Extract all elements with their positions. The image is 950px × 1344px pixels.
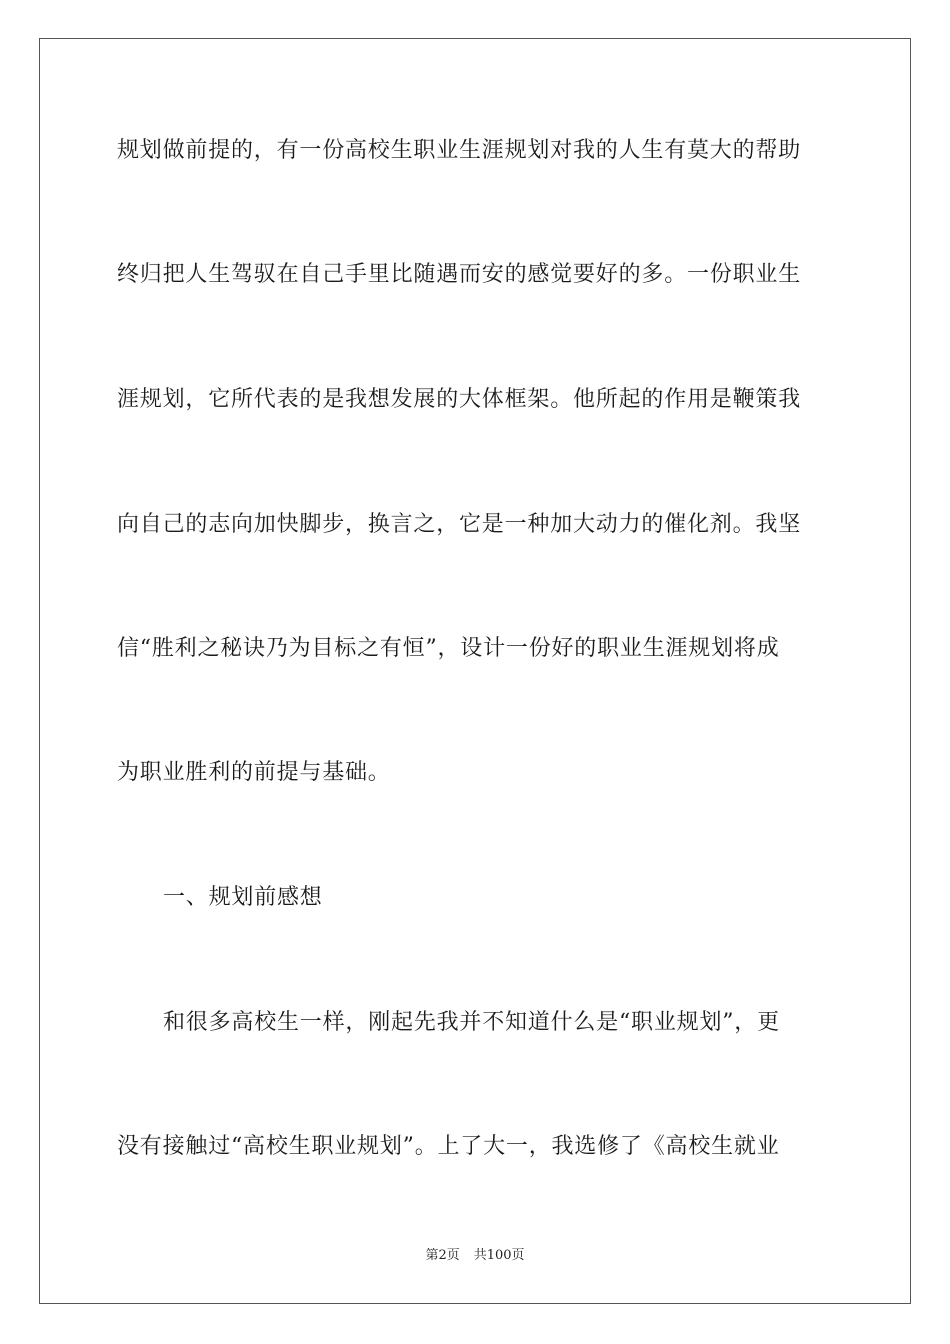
body-line-4: 向自己的志向加快脚步，换言之，它是一种加大动力的催化剂。我坚 [117,512,802,537]
page-border [39,38,911,1304]
body-line-3: 涯规划，它所代表的是我想发展的大体框架。他所起的作用是鞭策我 [117,387,802,412]
section-heading: 一、规划前感想 [163,885,323,910]
body-line-1: 规划做前提的，有一份高校生职业生涯规划对我的人生有莫大的帮助 [117,138,802,163]
page-footer [0,1247,950,1265]
page-total: 共100页 [473,1248,525,1263]
page-number: 第2页 [425,1248,460,1263]
body-line-6: 为职业胜利的前提与基础。 [117,760,391,785]
body-line-2: 终归把人生驾驭在自己手里比随遇而安的感觉要好的多。一份职业生 [117,262,802,287]
body-line-8: 和很多高校生一样，刚起先我并不知道什么是“职业规划”，更 [163,1010,780,1035]
body-line-5: 信“胜利之秘诀乃为目标之有恒”，设计一份好的职业生涯规划将成 [117,636,780,661]
body-line-9: 没有接触过“高校生职业规划”。上了大一，我选修了《高校生就业 [117,1134,780,1159]
